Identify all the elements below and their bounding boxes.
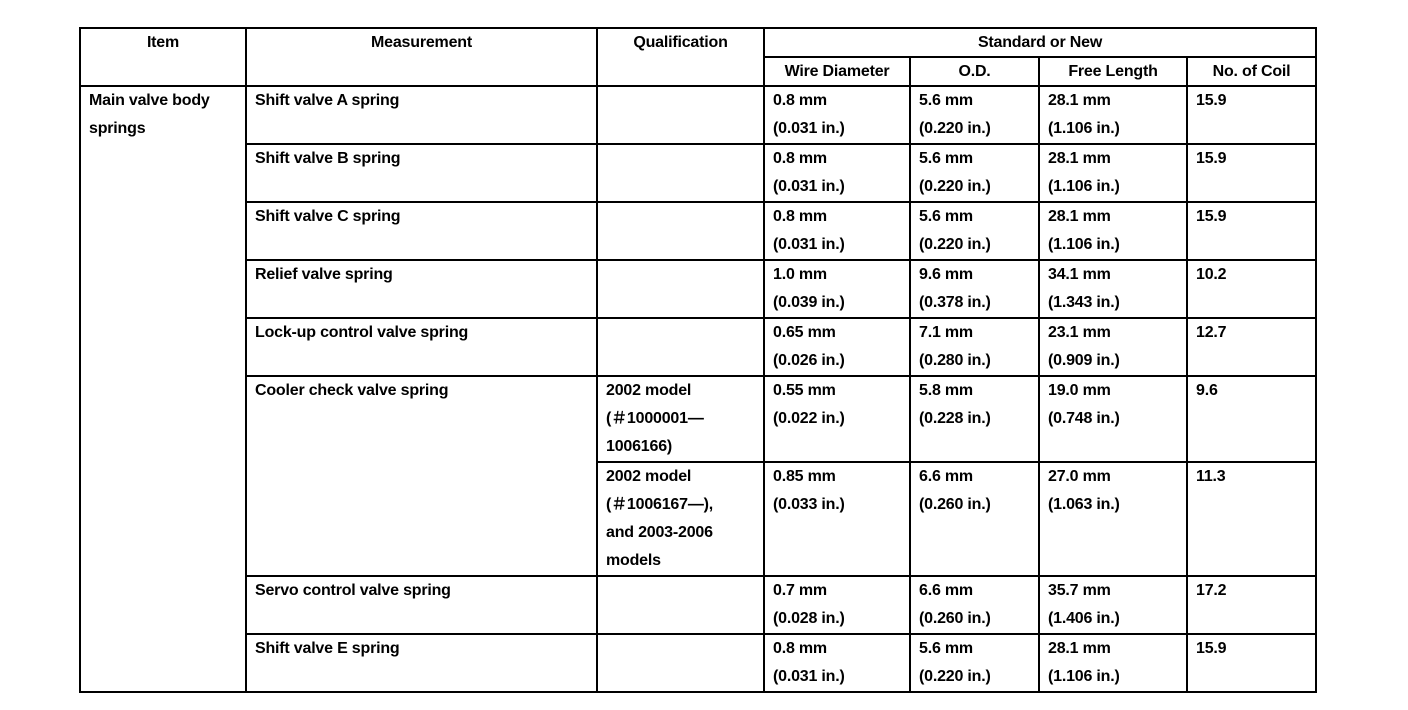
qualification-cell: 2002 model (＃1006167—), and 2003-2006 models (597, 462, 764, 576)
header-standard-or-new: Standard or New (764, 28, 1316, 57)
no-of-coil-cell: 15.9 (1187, 144, 1316, 202)
wire-diameter-cell: 0.55 mm (0.022 in.) (764, 376, 910, 462)
od-cell: 7.1 mm (0.280 in.) (910, 318, 1039, 376)
wire-diameter-cell: 0.8 mm (0.031 in.) (764, 202, 910, 260)
table-row (80, 202, 1316, 260)
header-no-of-coil: No. of Coil (1187, 57, 1316, 86)
header-od: O.D. (910, 57, 1039, 86)
od-cell: 9.6 mm (0.378 in.) (910, 260, 1039, 318)
measurement-cell: Lock-up control valve spring (246, 318, 597, 376)
qualification-cell (597, 86, 764, 144)
wire-diameter-cell: 0.8 mm (0.031 in.) (764, 86, 910, 144)
free-length-cell: 35.7 mm (1.406 in.) (1039, 576, 1187, 634)
od-cell: 5.6 mm (0.220 in.) (910, 144, 1039, 202)
free-length-cell: 23.1 mm (0.909 in.) (1039, 318, 1187, 376)
wire-diameter-cell: 0.65 mm (0.026 in.) (764, 318, 910, 376)
item-cell (80, 86, 246, 692)
qualification-cell (597, 318, 764, 376)
free-length-cell: 28.1 mm (1.106 in.) (1039, 144, 1187, 202)
free-length-cell: 19.0 mm (0.748 in.) (1039, 376, 1187, 462)
od-cell: 6.6 mm (0.260 in.) (910, 462, 1039, 576)
spring-spec-table (79, 27, 1317, 693)
header-row-1 (80, 28, 1316, 57)
qualification-cell (597, 576, 764, 634)
wire-diameter-cell: 0.8 mm (0.031 in.) (764, 634, 910, 692)
table-row (80, 318, 1316, 376)
qualification-cell: 2002 model (＃1000001— 1006166) (597, 376, 764, 462)
table-row (80, 376, 1316, 462)
measurement-cell: Shift valve B spring (246, 144, 597, 202)
wire-diameter-cell: 0.7 mm (0.028 in.) (764, 576, 910, 634)
qualification-cell (597, 202, 764, 260)
qualification-cell (597, 634, 764, 692)
measurement-cell: Shift valve C spring (246, 202, 597, 260)
no-of-coil-cell: 15.9 (1187, 86, 1316, 144)
header-item: Item (80, 28, 246, 86)
header-measurement: Measurement (246, 28, 597, 86)
no-of-coil-cell: 15.9 (1187, 634, 1316, 692)
free-length-cell: 28.1 mm (1.106 in.) (1039, 86, 1187, 144)
table-row (80, 576, 1316, 634)
table-row (80, 634, 1316, 692)
measurement-cell: Shift valve E spring (246, 634, 597, 692)
header-qualification: Qualification (597, 28, 764, 86)
table-row (80, 86, 1316, 144)
qualification-cell (597, 144, 764, 202)
measurement-cell: Cooler check valve spring (246, 376, 597, 576)
od-cell: 5.6 mm (0.220 in.) (910, 86, 1039, 144)
measurement-cell: Shift valve A spring (246, 86, 597, 144)
measurement-cell: Relief valve spring (246, 260, 597, 318)
no-of-coil-cell: 10.2 (1187, 260, 1316, 318)
no-of-coil-cell: 17.2 (1187, 576, 1316, 634)
no-of-coil-cell: 11.3 (1187, 462, 1316, 576)
table-row (80, 260, 1316, 318)
od-cell: 6.6 mm (0.260 in.) (910, 576, 1039, 634)
header-free-length: Free Length (1039, 57, 1187, 86)
od-cell: 5.8 mm (0.228 in.) (910, 376, 1039, 462)
free-length-cell: 28.1 mm (1.106 in.) (1039, 634, 1187, 692)
no-of-coil-cell: 12.7 (1187, 318, 1316, 376)
no-of-coil-cell: 9.6 (1187, 376, 1316, 462)
item-line: Main valve body (89, 92, 210, 109)
free-length-cell: 34.1 mm (1.343 in.) (1039, 260, 1187, 318)
wire-diameter-cell: 0.8 mm (0.031 in.) (764, 144, 910, 202)
wire-diameter-cell: 1.0 mm (0.039 in.) (764, 260, 910, 318)
no-of-coil-cell: 15.9 (1187, 202, 1316, 260)
qualification-cell (597, 260, 764, 318)
table-row (80, 144, 1316, 202)
free-length-cell: 27.0 mm (1.063 in.) (1039, 462, 1187, 576)
free-length-cell: 28.1 mm (1.106 in.) (1039, 202, 1187, 260)
item-line: springs (89, 120, 146, 137)
header-wire-diameter: Wire Diameter (764, 57, 910, 86)
od-cell: 5.6 mm (0.220 in.) (910, 202, 1039, 260)
wire-diameter-cell: 0.85 mm (0.033 in.) (764, 462, 910, 576)
measurement-cell: Servo control valve spring (246, 576, 597, 634)
od-cell: 5.6 mm (0.220 in.) (910, 634, 1039, 692)
